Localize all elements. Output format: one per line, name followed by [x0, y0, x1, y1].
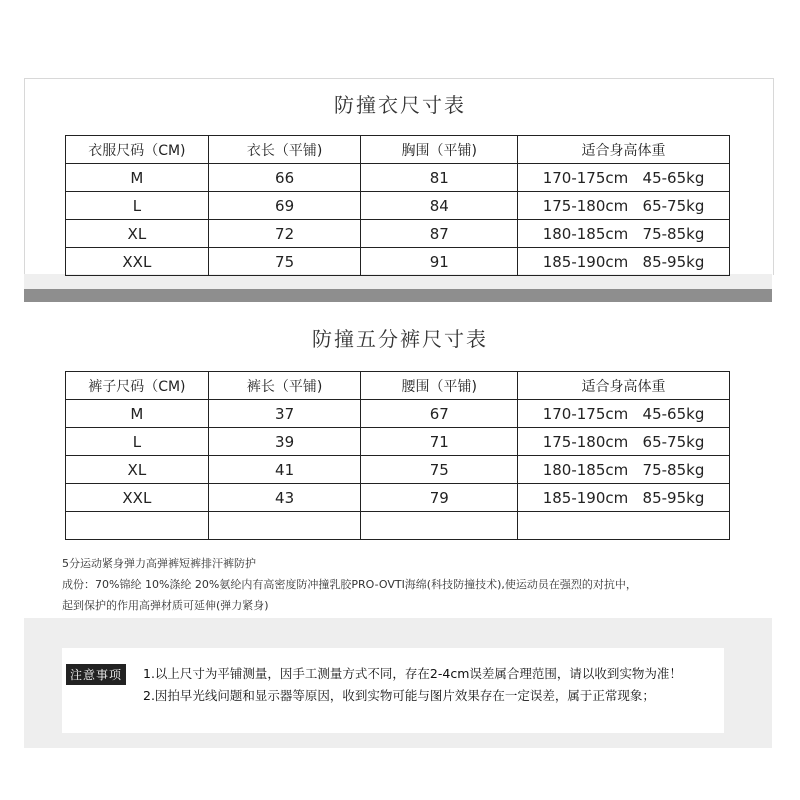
- table-row: [66, 248, 730, 276]
- table-header-row: [66, 136, 730, 164]
- header-cell: 衣服尺码（CM): [66, 136, 209, 164]
- fit-cell: 185-190cm 85-95kg: [518, 484, 730, 512]
- table-row: [66, 512, 730, 540]
- size-cell: M: [66, 164, 209, 192]
- length-cell: 75: [208, 248, 361, 276]
- fit-cell: 185-190cm 85-95kg: [518, 248, 730, 276]
- size-cell: M: [66, 400, 209, 428]
- table-row: [66, 192, 730, 220]
- chest-cell: 81: [361, 164, 518, 192]
- size-cell: L: [66, 192, 209, 220]
- length-cell: 43: [208, 484, 361, 512]
- empty-cell: [518, 512, 730, 540]
- fit-cell: 175-180cm 65-75kg: [518, 192, 730, 220]
- length-cell: 72: [208, 220, 361, 248]
- waist-cell: 71: [361, 428, 518, 456]
- header-cell: 适合身高体重: [518, 372, 730, 400]
- empty-cell: [208, 512, 361, 540]
- chest-cell: 87: [361, 220, 518, 248]
- fit-cell: 180-185cm 75-85kg: [518, 220, 730, 248]
- header-cell: 裤长（平铺): [208, 372, 361, 400]
- notice-tag: 注意事项: [66, 664, 126, 685]
- waist-cell: 79: [361, 484, 518, 512]
- header-cell: 腰围（平铺): [361, 372, 518, 400]
- description-line: 成份：70%锦纶 10%涤纶 20%氨纶内有高密度防冲撞乳胶PRO-OVTI海绵(科技防撞技术),使运动员在强烈的对抗中，: [62, 578, 637, 591]
- length-cell: 66: [208, 164, 361, 192]
- empty-cell: [361, 512, 518, 540]
- table-header-row: [66, 372, 730, 400]
- top-table-title: 防撞衣尺寸表: [334, 93, 466, 117]
- length-cell: 39: [208, 428, 361, 456]
- header-cell: 衣长（平铺): [208, 136, 361, 164]
- table-row: [66, 164, 730, 192]
- section-divider: [24, 289, 772, 302]
- notice-line: 2.因拍早光线问题和显示器等原因，收到实物可能与图片效果存在一定误差，属于正常现象；: [143, 688, 655, 703]
- description-line: 5分运动紧身弹力高弹裤短裤排汗裤防护: [62, 557, 256, 570]
- size-cell: L: [66, 428, 209, 456]
- table-row: [66, 400, 730, 428]
- header-cell: 胸围（平铺): [361, 136, 518, 164]
- length-cell: 69: [208, 192, 361, 220]
- waist-cell: 75: [361, 456, 518, 484]
- table-row: [66, 220, 730, 248]
- fit-cell: 175-180cm 65-75kg: [518, 428, 730, 456]
- empty-cell: [66, 512, 209, 540]
- header-cell: 裤子尺码（CM): [66, 372, 209, 400]
- bottom-size-table: [65, 371, 730, 540]
- size-cell: XL: [66, 220, 209, 248]
- size-cell: XXL: [66, 248, 209, 276]
- table-row: [66, 484, 730, 512]
- waist-cell: 67: [361, 400, 518, 428]
- fit-cell: 170-175cm 45-65kg: [518, 164, 730, 192]
- section-gap: [24, 274, 772, 289]
- fit-cell: 170-175cm 45-65kg: [518, 400, 730, 428]
- chest-cell: 84: [361, 192, 518, 220]
- description-line: 起到保护的作用高弹材质可延伸(弹力紧身): [62, 599, 269, 612]
- length-cell: 37: [208, 400, 361, 428]
- chest-cell: 91: [361, 248, 518, 276]
- size-cell: XL: [66, 456, 209, 484]
- size-cell: XXL: [66, 484, 209, 512]
- table-row: [66, 428, 730, 456]
- table-row: [66, 456, 730, 484]
- header-cell: 适合身高体重: [518, 136, 730, 164]
- notice-line: 1.以上尺寸为平铺测量，因手工测量方式不同，存在2-4cm误差属合理范围，请以收到实物为准！: [143, 666, 682, 681]
- length-cell: 41: [208, 456, 361, 484]
- bottom-table-title: 防撞五分裤尺寸表: [312, 327, 488, 351]
- top-size-table: [65, 135, 730, 276]
- fit-cell: 180-185cm 75-85kg: [518, 456, 730, 484]
